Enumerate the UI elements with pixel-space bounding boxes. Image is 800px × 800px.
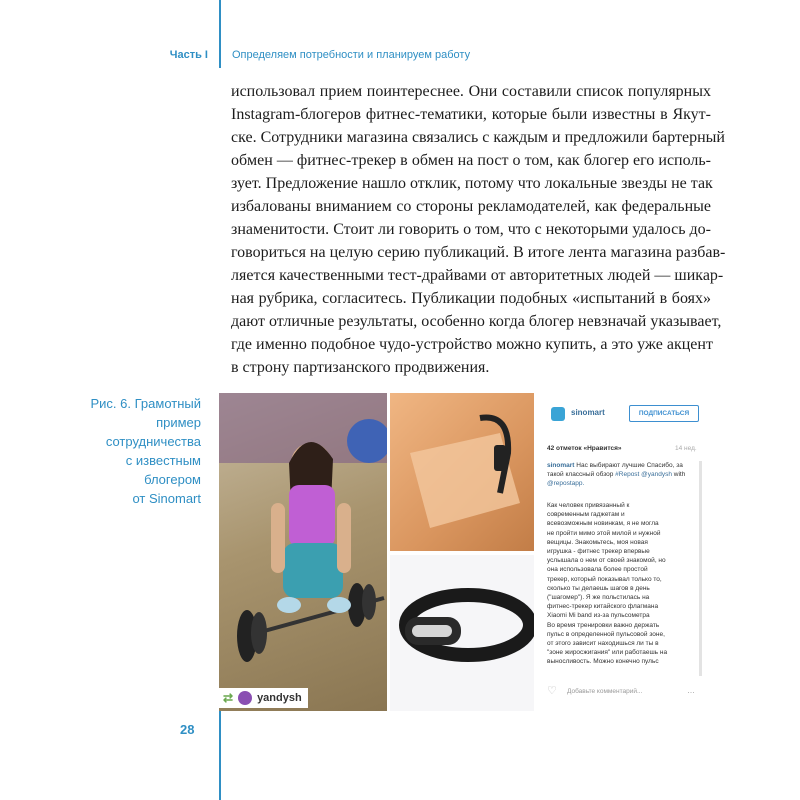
figure-image bbox=[219, 393, 705, 711]
post-body-line: услышала о нем от своей знакомой, но bbox=[547, 557, 666, 565]
header-chapter-title: Определяем потребности и планируем работу bbox=[232, 49, 471, 61]
repost-icon: ⇄ bbox=[223, 691, 234, 705]
post-body-line: вещицы. Знакомьтесь, моя новая bbox=[547, 538, 648, 546]
post-body-line: сколько ты делаешь шагов в день bbox=[547, 584, 650, 592]
body-line: говориться на целую серию публикаций. В итоге лента магазина разбав- bbox=[231, 244, 726, 261]
bottom-rule bbox=[219, 708, 221, 800]
post-body-line: от этого зависит находишься ли ты в bbox=[547, 640, 659, 648]
caption-line: сотрудничества bbox=[105, 434, 201, 449]
header-part-label: Часть I bbox=[169, 49, 208, 61]
repost-tag[interactable]: #Repost @yandysh bbox=[615, 471, 672, 478]
post-caption bbox=[547, 461, 697, 488]
photo-product-box bbox=[390, 393, 534, 551]
page-number: 28 bbox=[180, 722, 195, 737]
sinomart-logo-icon bbox=[551, 407, 565, 421]
post-body-line: игрушка - фитнес трекер впервые bbox=[547, 548, 650, 556]
post-body-line: всевозможным новинкам, я не могла bbox=[547, 520, 659, 528]
body-line: ная рубрика, согласитесь. Публикации подобных «испытаний в боях» bbox=[231, 290, 711, 307]
band-illustration bbox=[390, 555, 534, 711]
post-body-line: фитнес-трекер китайского флагмана bbox=[547, 603, 659, 611]
caption-text-2: Спасибо, за такой классный обзор bbox=[547, 462, 683, 478]
body-line: в строну партизанского продвижения. bbox=[231, 359, 490, 376]
comment-input[interactable]: Добавьте комментарий... bbox=[567, 688, 643, 695]
body-line: ске. Сотрудники магазина связались с каждым и предложили бартерный bbox=[231, 129, 725, 146]
caption-username[interactable]: sinomart bbox=[547, 462, 575, 469]
body-paragraph bbox=[231, 80, 726, 379]
post-body bbox=[547, 501, 697, 667]
top-rule bbox=[219, 0, 221, 68]
caption-line: с известным bbox=[125, 453, 201, 468]
heart-icon[interactable]: ♡ bbox=[547, 685, 557, 697]
body-line: где именно подобное чудо-устройство можно купить, а это уже акцент bbox=[231, 336, 713, 353]
figure-caption bbox=[60, 394, 201, 508]
body-line: знаменитости. Стоит ли говорить о том, что с некоторыми удалось до- bbox=[231, 221, 711, 238]
post-body-line: не пройти мимо этой милой и нужной bbox=[547, 529, 661, 537]
likes-count: 42 отметок «Нравится» bbox=[547, 445, 622, 452]
body-line: зует. Предложение нашло отклик, потому что локальные звезды не так bbox=[231, 175, 713, 192]
post-body-line: Во время тренировки важно держать bbox=[547, 621, 660, 629]
post-body-line: современным гаджетам и bbox=[547, 511, 625, 519]
caption-with: with bbox=[673, 471, 686, 478]
subscribe-button[interactable]: ПОДПИСАТЬСЯ bbox=[629, 405, 699, 422]
instagram-post bbox=[539, 393, 705, 711]
caption-text: Нас выбирают лучшие bbox=[576, 462, 645, 469]
repostapp-tag[interactable]: @repostapp. bbox=[547, 480, 585, 487]
repost-username: yandysh bbox=[257, 692, 302, 704]
photo-fitness-band bbox=[390, 555, 534, 711]
body-line: использовал прием поинтереснее. Они составили список популярных bbox=[231, 83, 711, 100]
box-illustration bbox=[390, 393, 534, 551]
post-body-line: Xiaomi Mi band из-за пульсометра bbox=[547, 612, 650, 620]
more-options-icon[interactable]: … bbox=[687, 686, 696, 695]
avatar bbox=[238, 691, 252, 705]
repost-badge bbox=[219, 688, 308, 708]
post-body-line: ("шагомер"). Я же польстилась на bbox=[547, 594, 650, 602]
post-body-line: трекер, который показывал только то, bbox=[547, 575, 662, 583]
post-body-line: она использовала более простой bbox=[547, 566, 648, 574]
post-body-line: пульс в определенной пульсовой зоне, bbox=[547, 630, 665, 638]
caption-line: блогером bbox=[144, 472, 201, 487]
post-age: 14 нед. bbox=[675, 445, 697, 452]
post-scrollbar[interactable] bbox=[699, 461, 702, 676]
caption-line: от Sinomart bbox=[132, 491, 201, 506]
post-body-line: выносливость. Можно конечно пульс bbox=[547, 658, 659, 666]
body-line: избалованы вниманием со стороны рекламодателей, как федеральные bbox=[231, 198, 711, 215]
body-line: ляется качественными тест-драйвами от авторитетных людей — шикар- bbox=[231, 267, 724, 284]
body-line: обмен — фитнес-трекер в обмен на пост о том, как блогер его исполь- bbox=[231, 152, 711, 169]
caption-line: пример bbox=[156, 415, 201, 430]
post-body-line: "зоне жиросжигания" или работаешь на bbox=[547, 649, 668, 657]
photo-woman-barbell bbox=[219, 393, 387, 711]
body-line: Instagram-блогеров фитнес-тематики, которые были известны в Якут- bbox=[231, 106, 711, 123]
woman-illustration bbox=[219, 393, 387, 711]
instagram-username[interactable]: sinomart bbox=[571, 408, 605, 417]
caption-line: Рис. 6. Грамотный bbox=[90, 396, 201, 411]
post-body-line: Как человек привязанный к bbox=[547, 502, 630, 509]
body-line: дают отличные результаты, особенно когда блогер невзначай указывает, bbox=[231, 313, 722, 330]
